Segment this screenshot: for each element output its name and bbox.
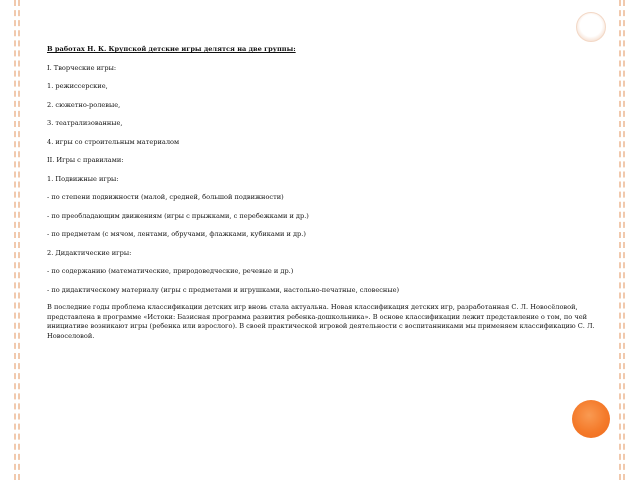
text-line: - по преобладающим движениям (игры с прыжками, с перебежками и др.): [47, 211, 309, 220]
text-line: II. Игры с правилами:: [47, 156, 124, 164]
text-line: I. Творческие игры:: [47, 63, 117, 72]
decorative-orange-circle: [572, 400, 610, 438]
right-dashed-border-inner: [623, 0, 625, 480]
text-line: 3. театрализованные,: [47, 119, 123, 127]
right-dashed-border: [619, 0, 621, 480]
decorative-circle-top: [576, 12, 606, 42]
slide-body: [47, 44, 602, 350]
text-line: 4. игры со строительным материалом: [47, 137, 180, 146]
left-dashed-border-inner: [18, 0, 20, 480]
text-line: - по дидактическому материалу (игры с предметами и игрушками, настольно-печатные, словесные): [47, 285, 400, 294]
closing-paragraph: В последние годы проблема классификации детских игр вновь стала актуальна. Новая классификация детских игр, разработанная С. Л. Новосёловой, представлена в программе «Истоки: Базисная программа развития ребенка-дошкольника». В основе классификации лежит представление о том, по чей инициативе возникают игры (ребенка или взрослого). В своей практической игровой деятельности с воспитанниками мы применяем классификацию С. Л. Новоселовой.: [47, 303, 595, 340]
text-line: - по содержанию (математические, природоведческие, речевые и др.): [47, 267, 294, 275]
left-dashed-border: [14, 0, 16, 480]
text-line: 2. Дидактические игры:: [47, 248, 132, 257]
text-line: 2. сюжетно-ролевые,: [47, 100, 121, 109]
text-line: 1. режиссерские,: [47, 82, 108, 90]
text-line: 1. Подвижные игры:: [47, 174, 119, 183]
slide-heading: В работах Н. К. Крупской детские игры делятся на две группы:: [47, 45, 296, 53]
text-line: - по степени подвижности (малой, средней, большой подвижности): [47, 193, 284, 201]
text-line: - по предметам (с мячом, лентами, обручами, флажками, кубиками и др.): [47, 230, 306, 238]
